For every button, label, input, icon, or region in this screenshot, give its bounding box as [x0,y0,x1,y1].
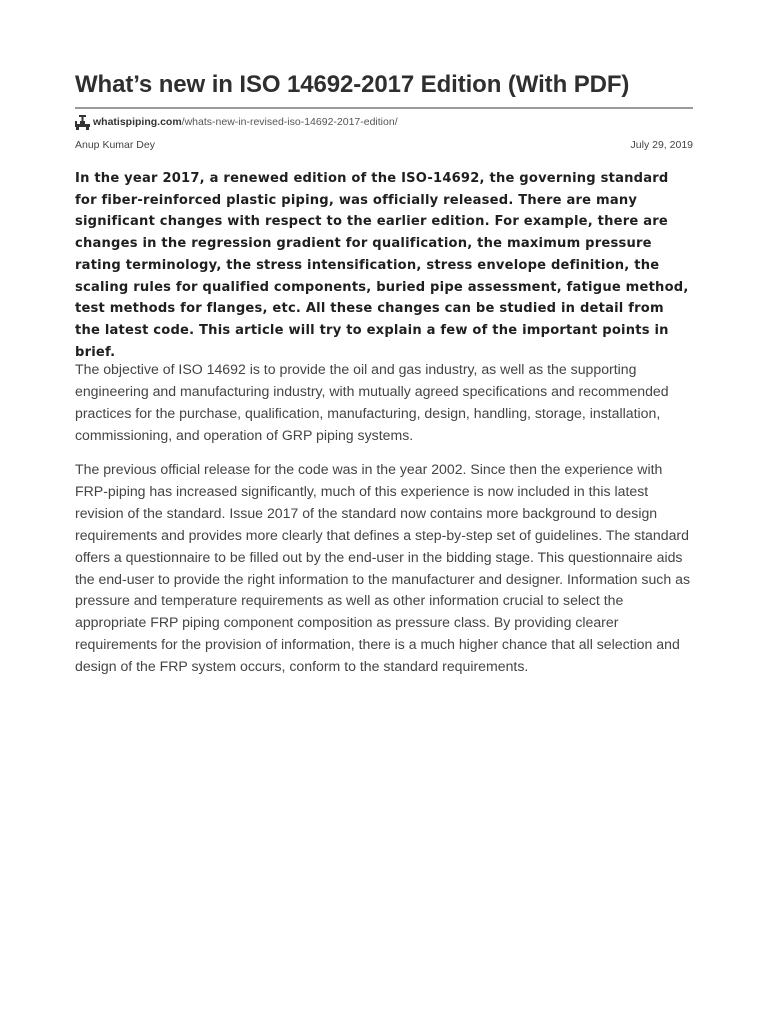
pipe-valve-icon [75,115,90,130]
source-path: /whats-new-in-revised-iso-14692-2017-edition/ [181,116,398,128]
publish-date: July 29, 2019 [630,139,693,151]
article-meta [75,139,693,153]
article-lead: In the year 2017, a renewed edition of the ISO-14692, the governing standard for fiber-reinforced plastic piping, was officially released. There are many significant changes with respect to the earlier edition. For example, there are changes in the regression gradient for qualification, the maximum pressure rating terminology, the stress intensification, stress envelope definition, the scaling rules for qualified components, buried pipe assessment, fatigue method, test methods for flanges, etc. All these changes can be studied in detail from the latest code. This article will try to explain a few of the important points in brief. [75,171,689,360]
article-title: What’s new in ISO 14692-2017 Edition (With PDF) [75,71,630,98]
title-divider [75,107,693,109]
body-paragraph: The previous official release for the code was in the year 2002. Since then the experience with FRP-piping has increased significantly, much of this experience is now included in this latest revision of the standard. Issue 2017 of the standard now contains more background to design requirements and provides more clearly that defines a step-by-step set of guidelines. The standard offers a questionnaire to be filled out by the end-user in the bidding stage. This questionnaire aids the end-user to provide the right information to the manufacturer and designer. Information such as pressure and temperature requirements as well as other information crucial to select the appropriate FRP piping component composition as pressure class. By providing clearer requirements for the provision of information, there is a much higher chance that all selection and design of the FRP system occurs, conform to the standard requirements. [75,461,690,675]
source-domain: whatispiping.com [93,116,182,128]
body-paragraph: The objective of ISO 14692 is to provide the oil and gas industry, as well as the supporting engineering and manufacturing industry, with mutually agreed specifications and recommended practices for the purchase, qualification, manufacturing, design, handling, storage, installation, commissioning, and operation of GRP piping systems. [75,361,669,443]
author-name: Anup Kumar Dey [75,139,155,151]
source-link[interactable] [75,113,398,131]
